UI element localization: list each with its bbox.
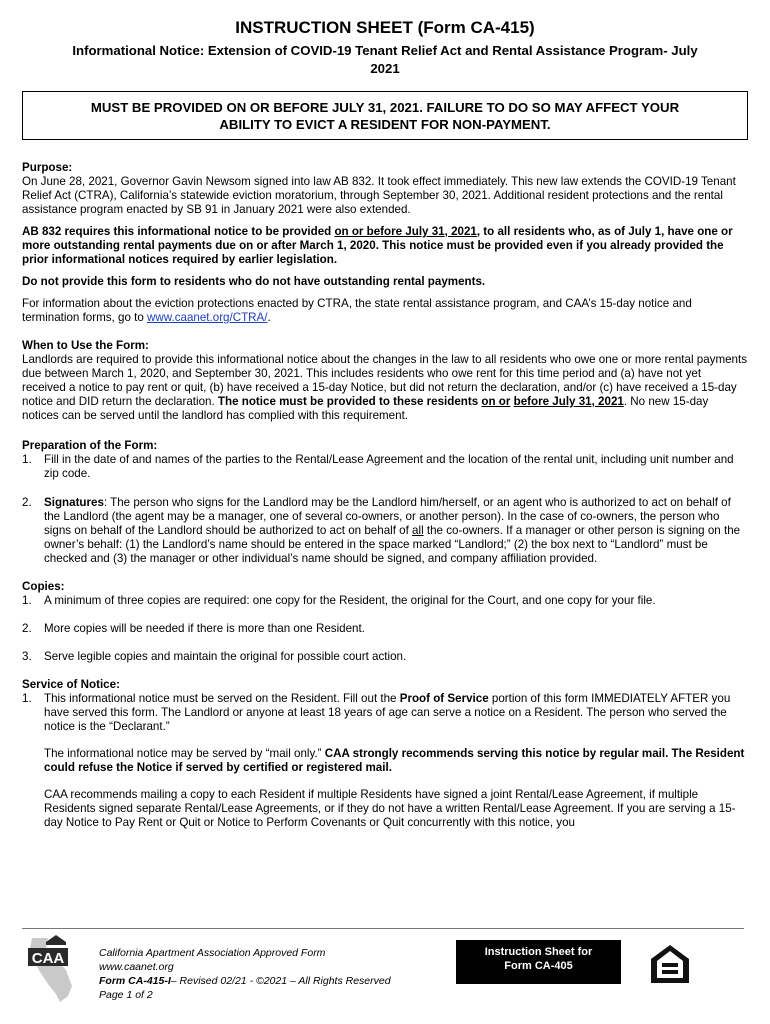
when-heading: When to Use the Form: bbox=[22, 339, 149, 352]
footer-page-number: Page 1 of 2 bbox=[99, 989, 153, 1001]
service-heading: Service of Notice: bbox=[22, 678, 120, 691]
footer-website: www.caanet.org bbox=[99, 961, 174, 973]
purpose-p4-text-b: . bbox=[267, 311, 271, 324]
copies-item-1-text: A minimum of three copies are required: one copy for the Resident, the original for the Court, and one copy for your file. bbox=[44, 594, 656, 607]
copies-item-1 bbox=[22, 594, 748, 608]
caa-logo bbox=[26, 934, 84, 1006]
form-reference-line2: Form CA-405 bbox=[504, 960, 573, 972]
purpose-paragraph-3: Do not provide this form to residents who do not have outstanding rental payments. bbox=[22, 275, 486, 288]
list-number: 1. bbox=[22, 692, 32, 705]
service-item-1-text-b: portion of this form IMMEDIATELY AFTER you have served this form. The Landlord or anyone at least 18 years of age can serve a notice on a Resident. The person who served the notice is the “Declarant.” bbox=[44, 692, 731, 733]
service-p2-bold: CAA strongly recommends serving this notice by regular mail. The Resident could refuse the Notice if served by certified or registered mail. bbox=[44, 747, 745, 774]
service-p3-text: CAA recommends mailing a copy to each Resident if multiple Residents have signed a joint Rental/Lease Agreement, if multiple Residents signed separate Rental/Lease Agreements, or if they do not have a written Rental/Lease Agreement. If you are serving a 15-day Notice to Pay Rent or Quit or Notice to Perform Covenants or Quit concurrently with this notice, you bbox=[44, 788, 736, 829]
form-reference-box bbox=[456, 940, 621, 984]
page-title: INSTRUCTION SHEET (Form CA-415) bbox=[235, 18, 535, 37]
purpose-paragraph-2 bbox=[22, 225, 748, 267]
preparation-item-2-text-b: the co-owners. If a manager or other person is signing on the owner’s behalf: (1) the Landlord’s name should be entered in the space marked “Landlord;” (2) the box next to “Landlord” must be checked and (3) the manager or other individual’s name should be signed, and company affiliation provided. bbox=[44, 524, 741, 565]
subtitle-line1: Informational Notice: Extension of COVID-19 Tenant Relief Act and Rental Assistance Program- July bbox=[72, 43, 698, 58]
copies-item-3-text: Serve legible copies and maintain the original for possible court action. bbox=[44, 650, 407, 663]
warning-line2: ABILITY TO EVICT A RESIDENT FOR NON-PAYMENT. bbox=[219, 117, 551, 132]
deadline-warning-box bbox=[22, 91, 748, 140]
equal-housing-opportunity-icon bbox=[649, 943, 691, 985]
when-text-bold: The notice must be provided to these residents bbox=[217, 395, 482, 408]
footer-form-number: Form CA-415-I bbox=[99, 975, 171, 987]
purpose-p2-deadline: on or before July 31, 2021 bbox=[334, 225, 477, 238]
signatures-label: Signatures bbox=[44, 496, 104, 509]
when-deadline-1: on or bbox=[481, 395, 511, 408]
subtitle-line2: 2021 bbox=[370, 61, 400, 76]
purpose-p2-text-b: , to all residents who, as of July 1, have one or more outstanding rental payments due on or after March 1, 2020. This notice must be provided even if you already provided the prior informational notices required by earlier legislation. bbox=[22, 225, 733, 266]
footer-revision: – Revised 02/21 - ©2021 – All Rights Reserved bbox=[170, 975, 391, 987]
logo-text: CAA bbox=[31, 950, 65, 967]
when-paragraph bbox=[22, 353, 748, 423]
copies-item-2 bbox=[22, 622, 748, 636]
service-item-1-text-a: This informational notice must be served on the Resident. Fill out the bbox=[44, 692, 400, 705]
footer-form-line bbox=[99, 974, 391, 988]
copies-heading: Copies: bbox=[22, 580, 65, 593]
purpose-p2-text-a: AB 832 requires this informational notice to be provided bbox=[22, 225, 335, 238]
purpose-heading: Purpose: bbox=[22, 161, 73, 174]
service-paragraph-3 bbox=[22, 788, 748, 830]
purpose-paragraph-1: On June 28, 2021, Governor Gavin Newsom signed into law AB 832. It took effect immediately. This new law extends the COVID-19 Tenant Relief Act (CTRA), California’s statewide eviction moratorium, through September 30, 2021. Additional resident protections and the rental assistance program enacted by SB 91 in January 2021 were also extended. bbox=[22, 175, 736, 216]
preparation-item-2-text-a: : The person who signs for the Landlord may be the Landlord him/herself, or an agent who is authorized to act on behalf of the Landlord (the agent may be a manager, one of several co-owners, or another person). In the case of co-owners, the person who signs on behalf of the Landlord should be authorized to act on behalf of bbox=[44, 496, 731, 537]
footer-divider bbox=[22, 928, 744, 929]
preparation-item-2 bbox=[22, 496, 748, 566]
page-subtitle bbox=[22, 42, 748, 78]
document-page bbox=[22, 0, 748, 830]
purpose-p4-text-a: For information about the eviction protections enacted by CTRA, the state rental assistance program, and CAA’s 15-day notice and termination forms, go to bbox=[22, 297, 692, 324]
caanet-ctra-link[interactable]: www.caanet.org/CTRA/ bbox=[147, 311, 268, 324]
copies-item-3 bbox=[22, 650, 748, 664]
when-text-a: Landlords are required to provide this informational notice about the changes in the law to all residents who owe one or more rental payments due between March 1, 2020, and September 30, 2021. This includes residents who owe rent for this time period and (a) have not yet received a notice to pay rent or quit, (b) have received a 15-day Notice, but did not return the declaration, and/or (c) have received a 15-day notice and DID return the declaration. bbox=[22, 353, 748, 408]
service-item-1 bbox=[22, 692, 748, 734]
list-number: 2. bbox=[22, 622, 32, 635]
service-paragraph-2 bbox=[22, 747, 748, 775]
preparation-item-2-all: all bbox=[412, 524, 424, 537]
list-number: 1. bbox=[22, 453, 32, 466]
proof-of-service-label: Proof of Service bbox=[399, 692, 489, 705]
warning-line1: MUST BE PROVIDED ON OR BEFORE JULY 31, 2021. FAILURE TO DO SO MAY AFFECT YOUR bbox=[90, 100, 680, 115]
when-text-end: . No new 15-day notices can be served until the landlord has complied with this requirement. bbox=[22, 395, 709, 422]
form-reference-line1: Instruction Sheet for bbox=[484, 946, 593, 958]
preparation-item-1 bbox=[22, 453, 748, 481]
footer-org-line: California Apartment Association Approved Form bbox=[99, 947, 326, 959]
list-number: 3. bbox=[22, 650, 32, 663]
list-number: 2. bbox=[22, 496, 32, 509]
list-number: 1. bbox=[22, 594, 32, 607]
preparation-item-1-text: Fill in the date of and names of the parties to the Rental/Lease Agreement and the location of the rental unit, including unit number and zip code. bbox=[44, 453, 734, 480]
footer-info bbox=[99, 946, 391, 1002]
when-deadline-2: before July 31, 2021 bbox=[513, 395, 624, 408]
purpose-paragraph-4 bbox=[22, 297, 748, 325]
service-p2-text-a: The informational notice may be served by “mail only.” bbox=[44, 747, 325, 760]
preparation-heading: Preparation of the Form: bbox=[22, 439, 158, 452]
copies-item-2-text: More copies will be needed if there is more than one Resident. bbox=[44, 622, 365, 635]
